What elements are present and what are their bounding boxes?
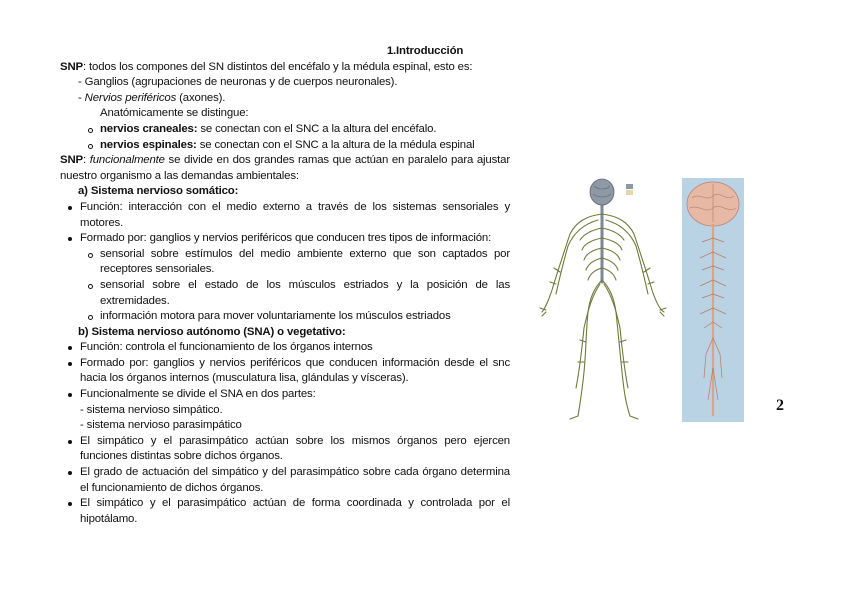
page-number: 2 bbox=[776, 397, 784, 414]
espinales-label: nervios espinales: bbox=[100, 138, 197, 151]
list-item: sensorial sobre el estado de los músculos estriados y la posición de las extremidades. bbox=[60, 278, 510, 309]
somatic-list bbox=[60, 200, 510, 247]
autonomic-list bbox=[60, 340, 510, 527]
snp-label-2: SNP bbox=[60, 154, 83, 167]
parasimpatico-text: - sistema nervioso parasimpático bbox=[80, 419, 242, 432]
list-item bbox=[60, 387, 510, 434]
nervios-prefix: - bbox=[78, 91, 85, 104]
somatic-sub-list bbox=[60, 247, 510, 325]
list-item: sensorial sobre estímulos del medio ambiente externo que son captados por receptores sensoriales. bbox=[60, 247, 510, 278]
anatomic-text: Anatómicamente se distingue: bbox=[100, 107, 249, 120]
divide-text: Funcionalmente se divide el SNA en dos partes: bbox=[80, 388, 316, 401]
list-item: El simpático y el parasimpático actúan sobre los mismos órganos pero ejercen funciones distintas sobre dichos órganos. bbox=[60, 434, 510, 465]
snp-functional-text: se divide en dos grandes ramas que actúan en paralelo para ajustar nuestro organismo a las demandas ambientales: bbox=[60, 154, 510, 182]
brain-spinal-cord-illustration bbox=[682, 178, 744, 422]
list-item: Función: controla el funcionamiento de los órganos internos bbox=[60, 340, 510, 356]
figure-legend bbox=[626, 184, 635, 195]
list-item: Formado por: ganglios y nervios periféricos que conducen tres tipos de información: bbox=[60, 231, 510, 247]
section-title: 1.Introducción bbox=[386, 45, 464, 57]
somatic-heading: a) Sistema nervioso somático: bbox=[78, 185, 239, 198]
snp-definition-text: : todos los compones del SN distintos del encéfalo y la médula espinal, esto es: bbox=[82, 60, 473, 73]
autonomic-heading: b) Sistema nervioso autónomo (SNA) o vegetativo: bbox=[78, 325, 346, 338]
espinales-text: se conectan con el SNC a la altura de la médula espinal bbox=[196, 138, 475, 151]
text-column bbox=[60, 44, 510, 527]
nervios-item bbox=[60, 91, 510, 107]
list-item: El simpático y el parasimpático actúan de forma coordinada y controlada por el hipotálamo. bbox=[60, 496, 510, 527]
list-item: El grado de actuación del simpático y del parasimpático sobre cada órgano determina el funcionamiento de dichos órganos. bbox=[60, 465, 510, 496]
funcionalmente-italic: funcionalmente bbox=[89, 154, 165, 167]
list-item: información motora para mover voluntariamente los músculos estriados bbox=[60, 309, 510, 325]
snp-functional bbox=[60, 153, 510, 184]
nerve-types-list bbox=[60, 122, 510, 153]
simpatico-text: - sistema nervioso simpático. bbox=[80, 403, 223, 416]
ganglios-item: - Ganglios (agrupaciones de neuronas y de cuerpos neuronales). bbox=[78, 76, 398, 89]
snp-definition bbox=[60, 60, 510, 76]
snp-label: SNP bbox=[60, 60, 83, 73]
list-item bbox=[60, 138, 510, 154]
nervios-italic: Nervios periféricos bbox=[84, 91, 177, 104]
craneales-label: nervios craneales: bbox=[100, 122, 198, 135]
nervios-suffix: (axones). bbox=[176, 91, 226, 104]
list-item: Función: interacción con el medio externo a través de los sistemas sensoriales y motores. bbox=[60, 200, 510, 231]
snp-colon: : bbox=[82, 154, 90, 167]
craneales-text: se conectan con el SNC a la altura del encéfalo. bbox=[197, 122, 437, 135]
nervous-system-figure bbox=[538, 172, 750, 434]
body-nerves-illustration bbox=[538, 172, 676, 422]
list-item: Formado por: ganglios y nervios periféricos que conducen información desde el snc hacia los órganos internos (musculatura lisa, glándulas y vísceras). bbox=[60, 356, 510, 387]
list-item bbox=[60, 122, 510, 138]
